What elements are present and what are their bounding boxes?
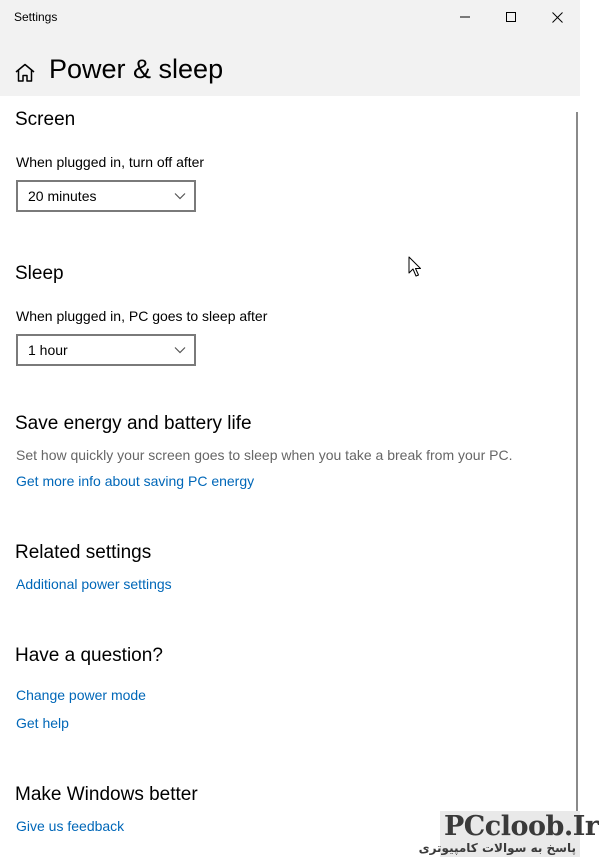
sleep-timeout-dropdown[interactable] xyxy=(16,334,196,366)
maximize-icon xyxy=(506,12,516,22)
close-button[interactable] xyxy=(534,0,580,34)
sleep-timeout-value: 1 hour xyxy=(28,342,68,358)
watermark-tagline: پاسخ به سوالات کامپیوتری xyxy=(418,841,576,855)
question-heading: Have a question? xyxy=(15,645,163,666)
minimize-button[interactable] xyxy=(442,0,488,34)
title-bar xyxy=(0,0,580,34)
screen-timeout-label: When plugged in, turn off after xyxy=(16,154,205,170)
scrollbar[interactable] xyxy=(576,112,578,832)
mouse-cursor-icon xyxy=(408,256,422,278)
settings-content xyxy=(0,96,572,857)
chevron-down-icon xyxy=(174,191,186,201)
sleep-timeout-label: When plugged in, PC goes to sleep after xyxy=(16,308,268,324)
home-icon xyxy=(14,62,36,84)
save-energy-heading: Save energy and battery life xyxy=(15,413,252,434)
screen-timeout-dropdown[interactable] xyxy=(16,180,196,212)
page-header xyxy=(0,34,580,96)
change-power-mode-link[interactable]: Change power mode xyxy=(16,687,146,703)
close-icon xyxy=(552,12,563,23)
watermark xyxy=(418,811,599,857)
feedback-heading: Make Windows better xyxy=(15,784,198,805)
additional-power-settings-link[interactable]: Additional power settings xyxy=(16,576,172,592)
give-feedback-link[interactable]: Give us feedback xyxy=(16,818,125,834)
save-energy-description: Set how quickly your screen goes to sleep when you take a break from your PC. xyxy=(16,447,513,463)
watermark-logo-text: PCcloob.Ir xyxy=(444,811,599,842)
get-help-link[interactable]: Get help xyxy=(16,715,69,731)
app-title: Settings xyxy=(14,10,58,24)
maximize-button[interactable] xyxy=(488,0,534,34)
sleep-heading: Sleep xyxy=(15,263,64,284)
home-button[interactable] xyxy=(14,62,36,84)
screen-heading: Screen xyxy=(15,109,76,130)
related-settings-heading: Related settings xyxy=(15,542,152,563)
screen-timeout-value: 20 minutes xyxy=(28,188,97,204)
chevron-down-icon xyxy=(174,345,186,355)
save-energy-info-link[interactable]: Get more info about saving PC energy xyxy=(16,473,255,489)
page-title: Power & sleep xyxy=(49,54,224,84)
minimize-icon xyxy=(460,12,470,22)
